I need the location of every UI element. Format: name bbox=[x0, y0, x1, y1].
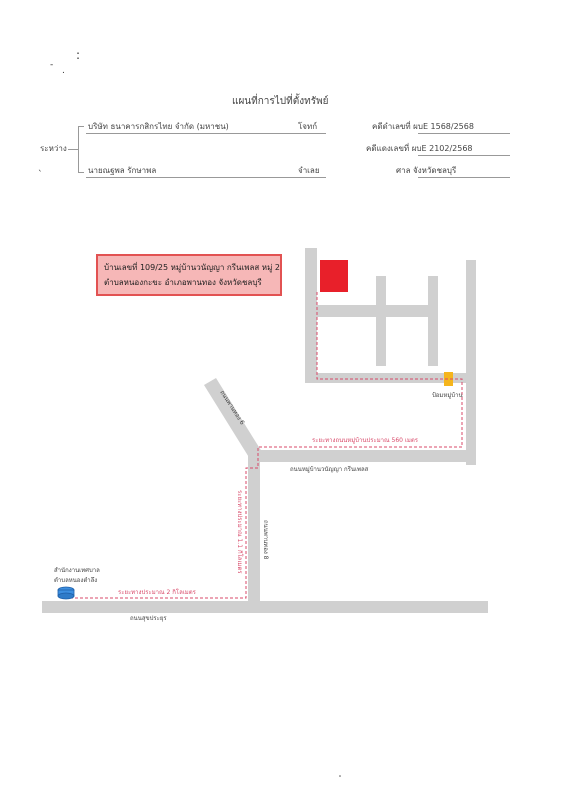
plaintiff-name: บริษัท ธนาคารกสิกรไทย จำกัด (มหาชน) bbox=[88, 122, 229, 131]
court-label: ศาล bbox=[396, 166, 411, 175]
village-road-label: ถนนหมู่บ้านวนัญญา กรีนเพลส bbox=[290, 466, 369, 473]
header-mark-colon: : bbox=[76, 48, 81, 62]
red-case-label: คดีแดงเลขที่ bbox=[366, 144, 410, 153]
scan-speck bbox=[339, 775, 341, 777]
soi-8-label: ถนนพานทอง 8 bbox=[262, 520, 269, 560]
village-road-east bbox=[466, 260, 476, 465]
landmark-label-1: สำนักงานเทศบาล bbox=[54, 567, 100, 574]
target-callout bbox=[96, 254, 282, 296]
village-road-middle bbox=[317, 305, 434, 317]
header-mark-dash: - bbox=[50, 60, 54, 70]
village-road-inner-1 bbox=[376, 276, 386, 366]
main-road bbox=[42, 601, 488, 613]
between-label: ระหว่าง bbox=[40, 144, 67, 153]
defendant-role: จำเลย bbox=[298, 166, 320, 175]
distance-vertical-label: ระยะทางประมาณ 1.1 กิโลเมตร bbox=[236, 490, 243, 574]
guard-post-label: ป้อมหมู่บ้าน bbox=[432, 392, 463, 399]
callout-line-1: บ้านเลขที่ 109/25 หมู่บ้านวนัญญา กรีนเพลส หมู่ 2 bbox=[104, 263, 280, 272]
black-case-label: คดีดำเลขที่ bbox=[372, 122, 411, 131]
target-house bbox=[320, 260, 348, 292]
red-case-number: ผบE 2102/2568 bbox=[411, 144, 473, 153]
village-access-road bbox=[248, 450, 476, 462]
distance-560-label: ระยะทางถนนหมู่บ้านประมาณ 560 เมตร bbox=[312, 437, 418, 444]
village-road-west bbox=[305, 248, 317, 383]
document-title: แผนที่การไปที่ตั้งทรัพย์ bbox=[232, 96, 329, 107]
landmark-icon bbox=[58, 587, 74, 599]
distance-2km-label: ระยะทางประมาณ 2 กิโลเมตร bbox=[118, 589, 196, 596]
court-name: จังหวัดชลบุรี bbox=[413, 166, 457, 175]
diagonal-road bbox=[204, 378, 262, 459]
plaintiff-role: โจทก์ bbox=[298, 122, 318, 131]
vertical-road bbox=[248, 450, 260, 602]
defendant-name: นายณฐพล รักษาพล bbox=[88, 166, 157, 175]
header-mark-tick: ` bbox=[38, 170, 43, 180]
landmark-label-2: ตำบลหนองตำลึง bbox=[54, 577, 98, 584]
soi-6-label: ถนนพานทอง 6 bbox=[218, 389, 246, 427]
callout-line-2: ตำบลหนองกะขะ อำเภอพานทอง จังหวัดชลบุรี bbox=[104, 278, 262, 287]
header-mark-dot: . bbox=[62, 66, 65, 76]
village-road-inner-2 bbox=[428, 276, 438, 366]
black-case-number: ผบE 1568/2568 bbox=[413, 122, 474, 131]
main-road-label: ถนนสุขประยุร bbox=[130, 615, 167, 622]
